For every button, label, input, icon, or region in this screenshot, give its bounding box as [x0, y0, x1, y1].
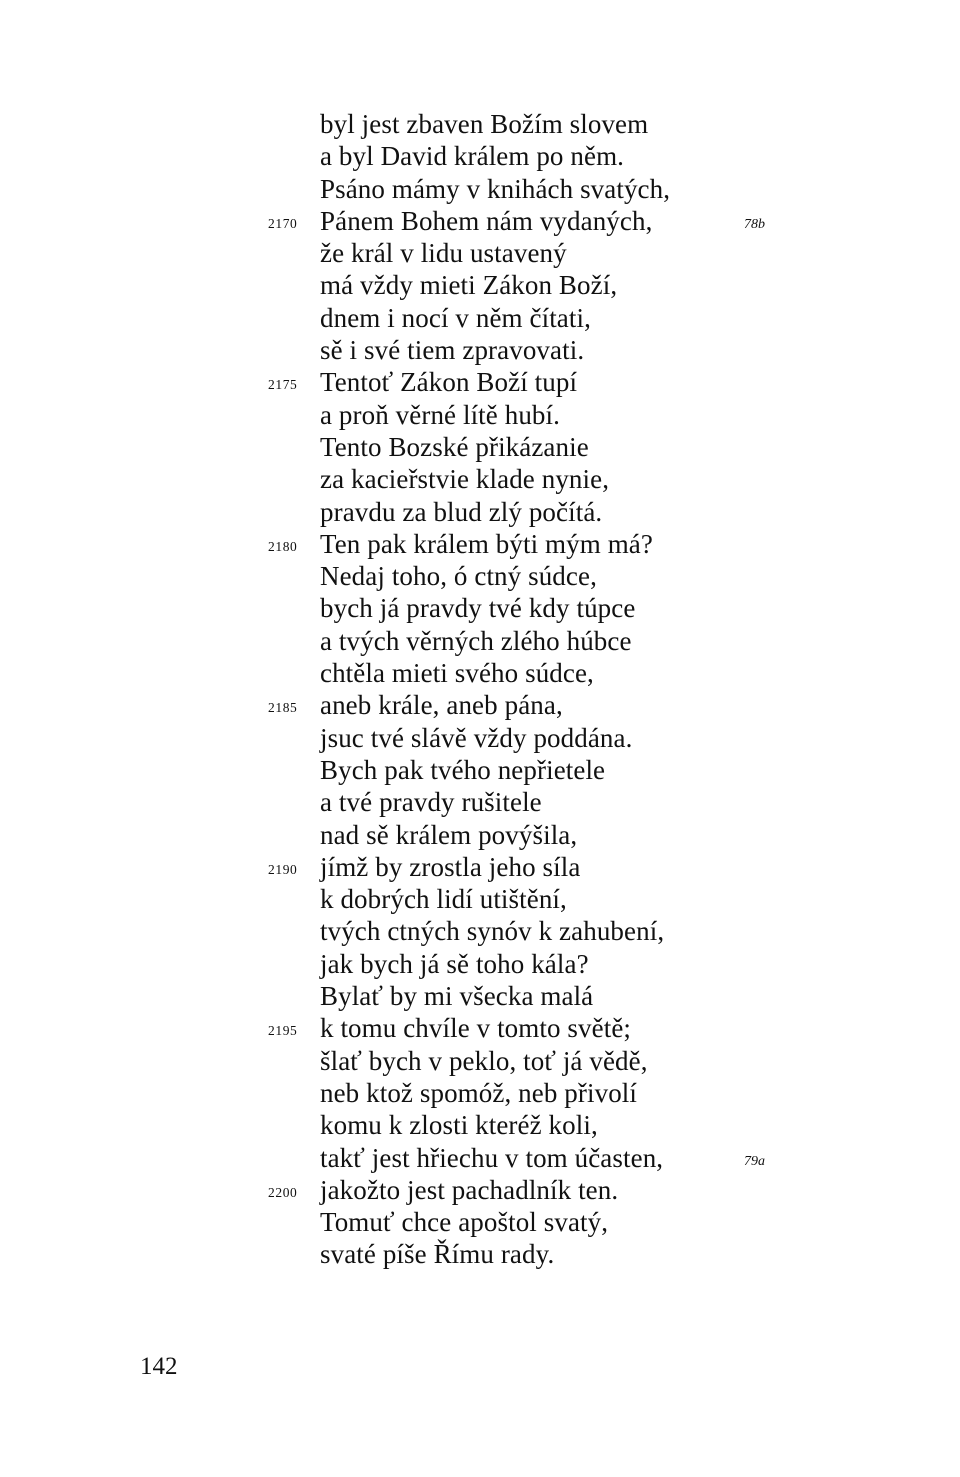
verse-text: sě i své tiem zpravovati.: [320, 335, 585, 366]
verse-line: [0, 689, 960, 721]
verse-line: [0, 366, 960, 398]
verse-text: takť jest hřiechu v tom účasten,: [320, 1142, 664, 1173]
verse-text: Nedaj toho, ó ctný súdce,: [320, 561, 597, 592]
verse-text: má vždy mieti Zákon Boží,: [320, 270, 618, 301]
verse-text: nad sě králem povýšila,: [320, 819, 578, 850]
folio-marker: 79a: [744, 1153, 765, 1169]
verse-text: a tvé pravdy rušitele: [320, 787, 542, 818]
line-number: 2200: [268, 1184, 298, 1200]
verse-line: [0, 237, 960, 269]
verse-line: [0, 1174, 960, 1206]
verse-line: [0, 173, 960, 205]
verse-text: Pánem Bohem nám vydaných,: [320, 205, 653, 236]
verse-text: Bych pak tvého nepřietele: [320, 754, 606, 785]
verse-line: [0, 1077, 960, 1109]
verse-line: [0, 560, 960, 592]
verse-line: [0, 205, 960, 237]
verse-line: [0, 980, 960, 1012]
page-number: 142: [140, 1353, 178, 1380]
verse-text: neb ktož spomóž, neb přivolí: [320, 1077, 637, 1108]
verse-text: Psáno mámy v knihách svatých,: [320, 173, 671, 204]
line-number: 2190: [268, 861, 298, 877]
line-number: 2180: [268, 538, 298, 554]
verse-line: [0, 140, 960, 172]
verse-line: [0, 754, 960, 786]
verse-text: Tentoť Zákon Boží tupí: [320, 367, 578, 398]
verse-text: a proň věrné lítě hubí.: [320, 399, 560, 430]
verse-line: [0, 302, 960, 334]
verse-line: [0, 625, 960, 657]
verse-text: svaté píše Římu rady.: [320, 1239, 555, 1270]
verse-text: šlať bych v peklo, toť já vědě,: [320, 1045, 648, 1076]
verse-text: Tento Bozské přikázanie: [320, 431, 589, 462]
line-number: 2170: [268, 215, 298, 231]
verse-line: [0, 786, 960, 818]
verse-text: aneb krále, aneb pána,: [320, 690, 563, 721]
verse-line: [0, 1206, 960, 1238]
poem-text: [0, 108, 960, 1271]
verse-line: [0, 1045, 960, 1077]
verse-line: [0, 108, 960, 140]
verse-line: [0, 431, 960, 463]
verse-text: Bylať by mi všecka malá: [320, 981, 594, 1012]
verse-line: [0, 592, 960, 624]
verse-text: Ten pak králem býti mým má?: [320, 528, 653, 559]
verse-text: k tomu chvíle v tomto světě;: [320, 1013, 632, 1044]
verse-text: za kacieřstvie klade nynie,: [320, 464, 610, 495]
verse-text: a byl David králem po něm.: [320, 141, 625, 172]
verse-text: pravdu za blud zlý počítá.: [320, 496, 603, 527]
verse-text: jakožto jest pachadlník ten.: [320, 1174, 619, 1205]
verse-line: [0, 269, 960, 301]
folio-marker: 78b: [744, 216, 765, 232]
verse-line: [0, 722, 960, 754]
verse-line: [0, 851, 960, 883]
verse-text: že král v lidu ustavený: [320, 238, 567, 269]
verse-line: [0, 334, 960, 366]
line-number: 2195: [268, 1023, 298, 1039]
verse-text: komu k zlosti kteréž koli,: [320, 1110, 598, 1141]
verse-line: [0, 463, 960, 495]
verse-text: jak bych já sě toho kála?: [320, 948, 589, 979]
line-number: 2185: [268, 700, 298, 716]
verse-line: [0, 657, 960, 689]
verse-line: [0, 1109, 960, 1141]
verse-line: [0, 399, 960, 431]
verse-line: [0, 948, 960, 980]
verse-line: [0, 496, 960, 528]
verse-text: byl jest zbaven Božím slovem: [320, 109, 649, 139]
verse-text: k dobrých lidí utištění,: [320, 884, 567, 915]
verse-text: tvých ctných synóv k zahubení,: [320, 916, 665, 947]
verse-text: dnem i nocí v něm čítati,: [320, 302, 591, 333]
verse-line: [0, 915, 960, 947]
verse-text: chtěla mieti svého súdce,: [320, 658, 594, 689]
verse-line: [0, 1238, 960, 1270]
verse-line: [0, 819, 960, 851]
verse-text: Tomuť chce apoštol svatý,: [320, 1207, 609, 1238]
verse-text: jsuc tvé slávě vždy poddána.: [320, 722, 633, 753]
verse-text: bych já pravdy tvé kdy túpce: [320, 593, 636, 624]
verse-text: jímž by zrostla jeho síla: [320, 851, 581, 882]
verse-line: [0, 1012, 960, 1044]
verse-line: [0, 883, 960, 915]
line-number: 2175: [268, 377, 298, 393]
verse-line: [0, 528, 960, 560]
verse-text: a tvých věrných zlého húbce: [320, 625, 632, 656]
verse-line: [0, 1142, 960, 1174]
